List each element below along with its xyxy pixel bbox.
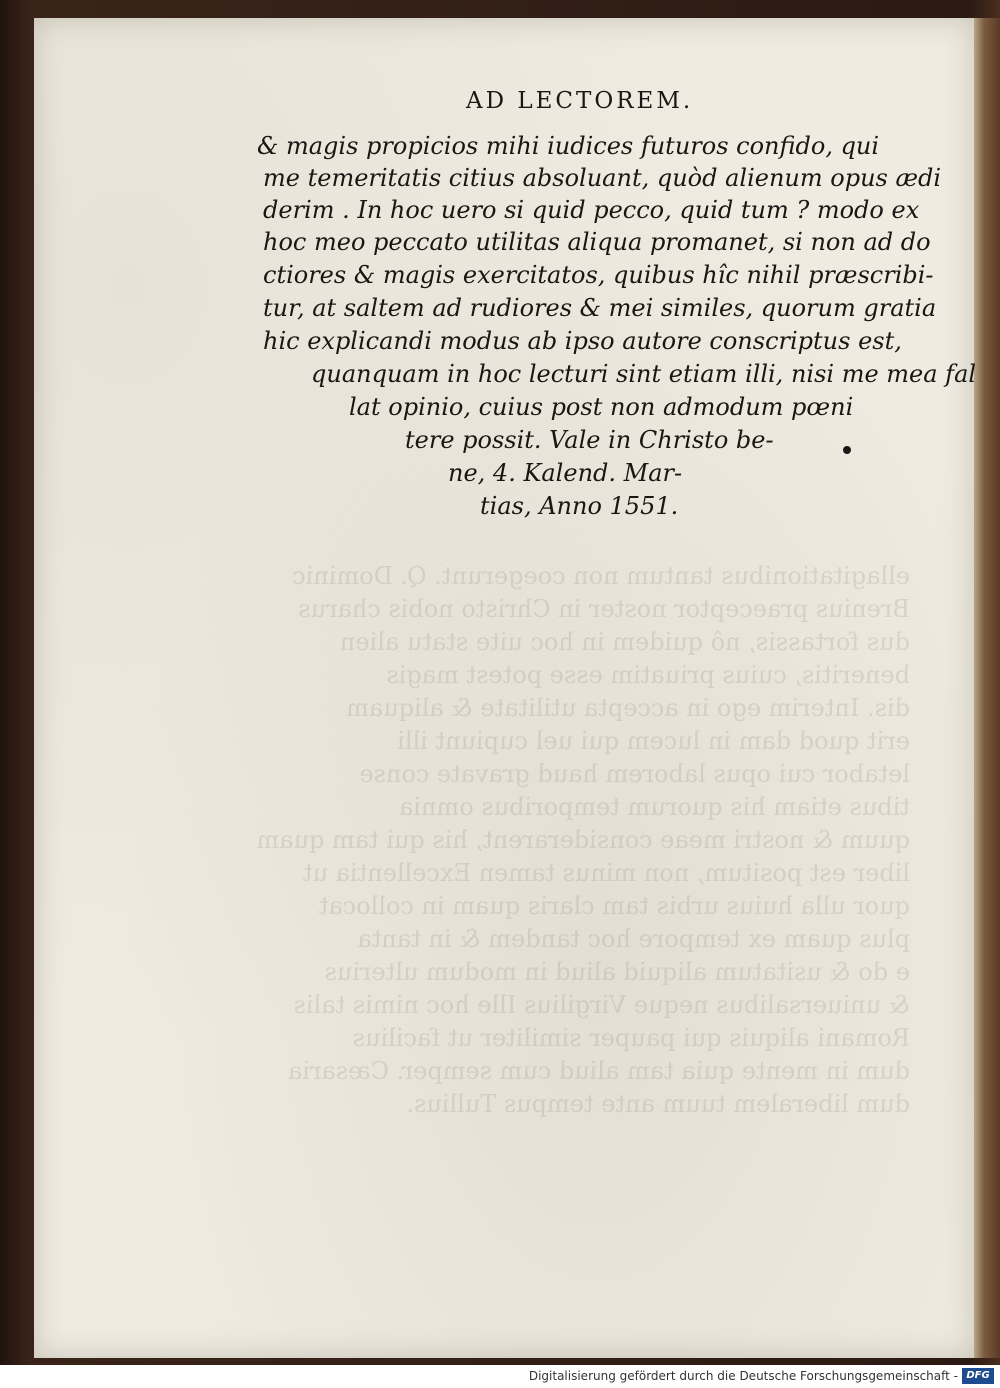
dfg-logo-icon: DFG: [962, 1368, 994, 1384]
footer-credit: Digitalisierung gefördert durch die Deutsche Forschungsgemeinschaft -: [528, 1369, 958, 1383]
ornament-dot: [843, 446, 851, 454]
running-head: AD LECTOREM.: [466, 88, 694, 114]
footer-bar: [0, 1365, 1000, 1388]
page-edge: [974, 18, 1000, 1358]
